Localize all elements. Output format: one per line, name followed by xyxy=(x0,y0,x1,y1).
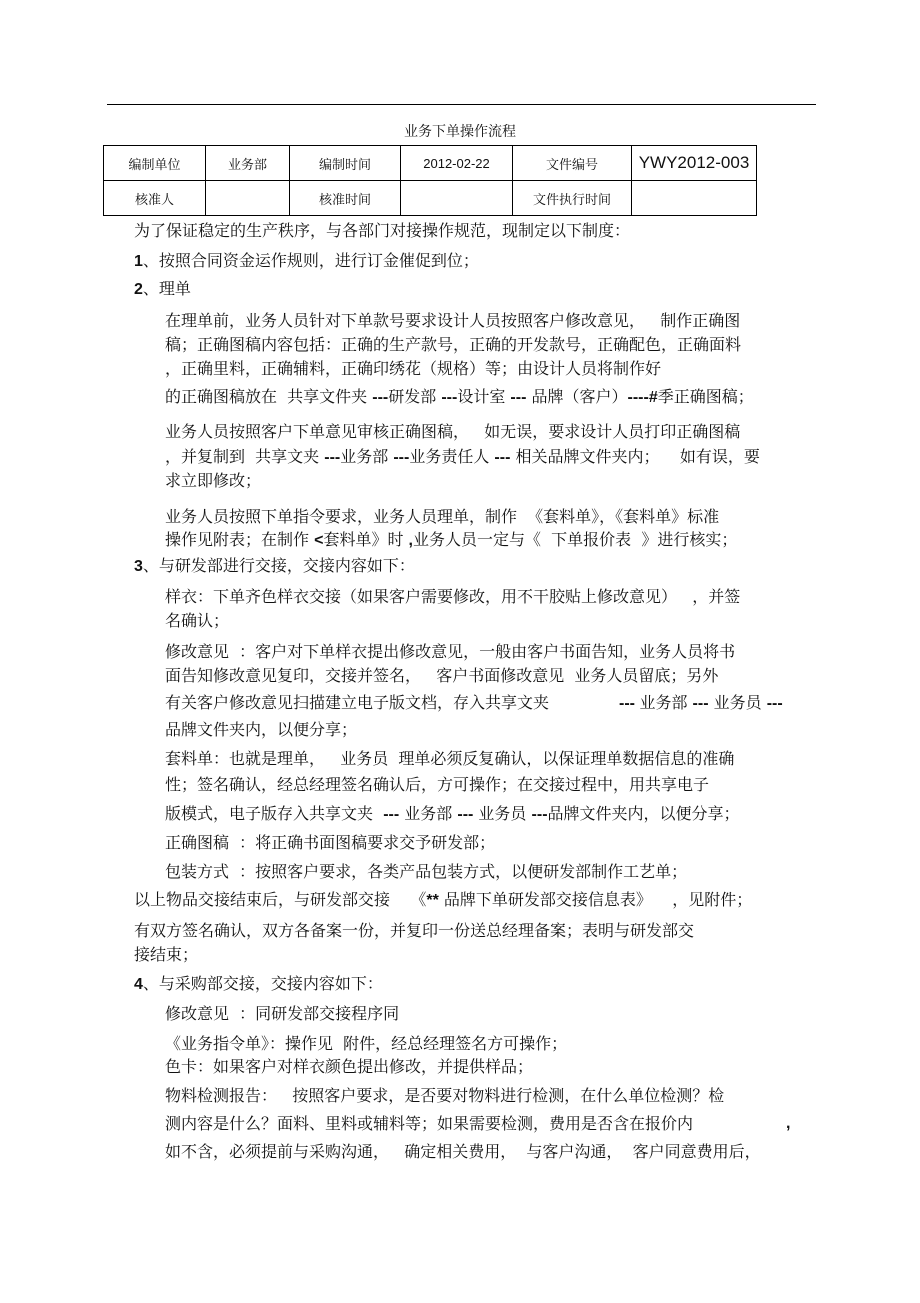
approve-time-value xyxy=(401,181,513,216)
file-number-label: 文件编号 xyxy=(513,146,632,181)
section-text: 、理单 xyxy=(142,279,191,298)
text-line: 修改意见 ：客户对下单样衣提出修改意见，一般由客户书面告知，业务人员将书 xyxy=(165,642,736,661)
section-3 xyxy=(134,556,415,577)
text-line: 色卡：如果客户对样衣颜色提出修改，并提供样品； xyxy=(165,1057,534,1076)
table-row xyxy=(104,181,757,216)
section-text: 、与研发部进行交接，交接内容如下： xyxy=(142,556,415,575)
text-line: 的正确图稿放在 共享文件夹 ---研发部 ---设计室 --- 品牌（客户）----#季正确图稿； xyxy=(165,387,754,406)
unit-value: 业务部 xyxy=(206,146,290,181)
text-line: 品牌文件夹内，以便分享； xyxy=(165,720,358,739)
section-number: 3 xyxy=(134,558,143,575)
section-number: 2 xyxy=(134,281,143,298)
text-line: , xyxy=(786,1115,791,1132)
text-line: 修改意见 ：同研发部交接程序同 xyxy=(165,1004,400,1023)
text-line: 如不含，必须提前与采购沟通， 确定相关费用， 与客户沟通， 客户同意费用后， xyxy=(165,1142,761,1161)
exec-time-label: 文件执行时间 xyxy=(513,181,632,216)
section-2 xyxy=(134,279,191,300)
text-line: 操作见附表；在制作 <套料单》时 ,业务人员一定与《 下单报价表 》进行核实； xyxy=(165,530,738,549)
section-1 xyxy=(134,251,479,272)
text-line: ，并复制到 共享文夹 ---业务部 ---业务责任人 --- 相关品牌文件夹内； 如有误，要 xyxy=(165,447,760,466)
approve-time-label: 核准时间 xyxy=(290,181,401,216)
header-rule xyxy=(107,104,816,105)
text-line: 名确认； xyxy=(165,611,230,630)
text-line: 套料单：也就是理单， 业务员 理单必须反复确认，以保证理单数据信息的准确 xyxy=(165,749,735,768)
document-info-table xyxy=(103,145,757,216)
section-number: 1 xyxy=(134,253,143,270)
text-line: 有关客户修改意见扫描建立电子版文档，存入共享文夹 xyxy=(165,693,550,712)
text-line: 正确图稿 ：将正确书面图稿要求交予研发部； xyxy=(165,833,496,852)
text-line: 物料检测报告： 按照客户要求，是否要对物料进行检测，在什么单位检测？检 xyxy=(165,1086,725,1105)
section-4 xyxy=(134,974,383,995)
text-line: 在理单前，业务人员针对下单款号要求设计人员按照客户修改意见， 制作正确图 xyxy=(165,311,741,330)
text-line: ，正确里料，正确辅料，正确印绣花（规格）等；由设计人员将制作好 xyxy=(165,359,662,378)
unit-label: 编制单位 xyxy=(104,146,206,181)
document-title: 业务下单操作流程 xyxy=(404,124,516,140)
text-line: 接结束； xyxy=(134,945,199,964)
file-number-value: YWY2012-003 xyxy=(632,146,757,181)
text-line: 业务人员按照下单指令要求，业务人员理单，制作 《套料单》，《套料单》标准 xyxy=(165,507,720,526)
section-text: 、按照合同资金运作规则，进行订金催促到位； xyxy=(142,251,479,270)
time-label: 编制时间 xyxy=(290,146,401,181)
text-line: 样衣：下单齐色样衣交接（如果客户需要修改，用不干胶贴上修改意见） ，并签 xyxy=(165,587,741,606)
text-line: 稿；正确图稿内容包括：正确的生产款号，正确的开发款号，正确配色，正确面料 xyxy=(165,335,742,354)
approver-label: 核准人 xyxy=(104,181,206,216)
intro-paragraph: 为了保证稳定的生产秩序，与各部门对接操作规范，现制定以下制度： xyxy=(134,221,631,240)
text-line: 版模式，电子版存入共享文夹 --- 业务部 --- 业务员 ---品牌文件夹内，以便分享； xyxy=(165,804,740,823)
table-row xyxy=(104,146,757,181)
text-line: 测内容是什么？面料、里料或辅料等；如果需要检测，费用是否含在报价内 xyxy=(165,1114,694,1133)
section-text: 、与采购部交接，交接内容如下： xyxy=(142,974,383,993)
text-line: 求立即修改； xyxy=(165,471,262,490)
text-line: 面告知修改意见复印，交接并签名， 客户书面修改意见 业务人员留底；另外 xyxy=(165,666,719,685)
section-number: 4 xyxy=(134,976,143,993)
text-line: --- 业务部 --- 业务员 --- xyxy=(619,693,783,712)
text-line: 包装方式 ：按照客户要求，各类产品包装方式，以便研发部制作工艺单； xyxy=(165,862,688,881)
exec-time-value xyxy=(632,181,757,216)
text-line: 以上物品交接结束后，与研发部交接 《** 品牌下单研发部交接信息表》 ，见附件； xyxy=(134,890,753,909)
text-line: 有双方签名确认，双方各备案一份，并复印一份送总经理备案；表明与研发部交 xyxy=(134,921,695,940)
text-line: 《业务指令单》：操作见 附件，经总经理签名方可操作； xyxy=(165,1034,568,1053)
approver-value xyxy=(206,181,290,216)
text-line: 性；签名确认，经总经理签名确认后，方可操作；在交接过程中，用共享电子 xyxy=(165,775,710,794)
text-line: 业务人员按照客户下单意见审核正确图稿， 如无误，要求设计人员打印正确图稿 xyxy=(165,422,741,441)
time-value: 2012-02-22 xyxy=(401,146,513,181)
